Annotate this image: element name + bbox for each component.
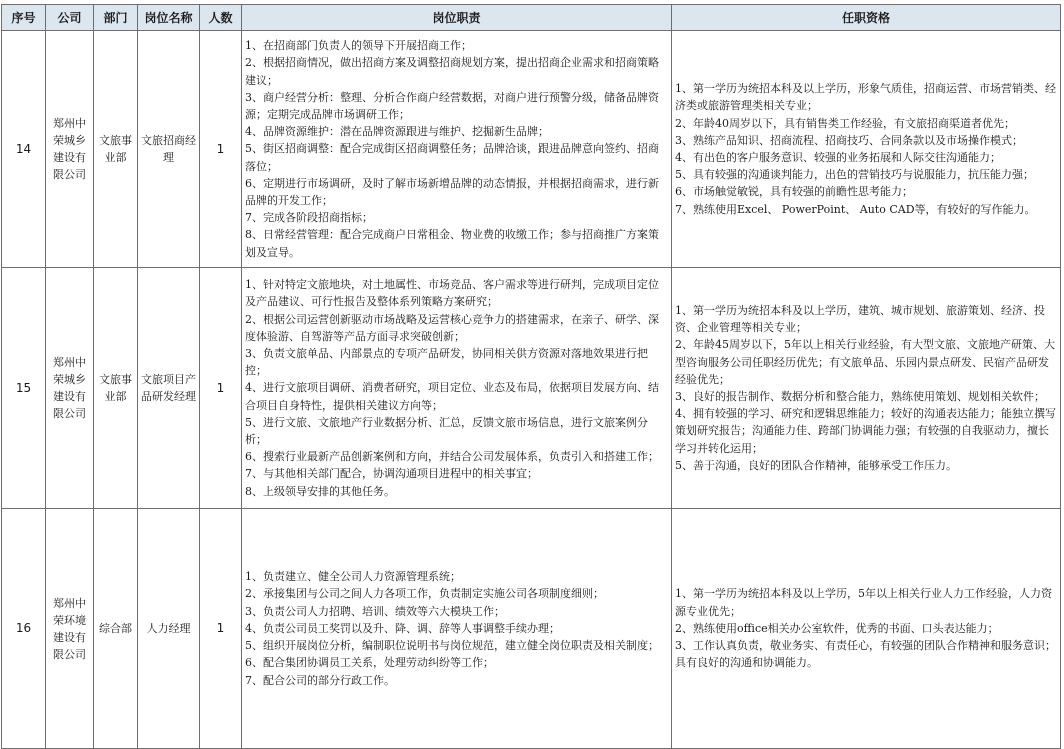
job-table [1,4,1061,749]
duty-item: 2、根据招商情况，做出招商方案及调整招商规划方案，提出招商企业需求和招商策略建议； [245,56,659,87]
qual-item: 1、第一学历为统招本科及以上学历，建筑、城市规划、旅游策划、经济、投资、企业管理等相关专业； [675,303,1045,335]
qual-item: 4、有出色的客户服务意识、较强的业务拓展和人际交往沟通能力； [675,151,1001,164]
row-quals [672,268,1061,509]
table-row [2,509,1061,749]
row-company: 郑州中荣环境建设有限公司 [46,509,94,749]
qual-item: 1、第一学历为统招本科及以上学历，5年以上相关行业人力工作经验，人力资源专业优先； [675,587,1052,618]
qual-item: 6、市场触觉敏锐，具有较强的前瞻性思考能力； [675,185,913,199]
duty-item: 4、进行文旅项目调研、消费者研究，项目定位、业态及布局，依据项目发展方向、结合项目自身特性，提供相关建议方向等； [245,381,659,412]
row-no: 14 [2,31,46,268]
duty-item: 6、搜索行业最新产品创新案例和方向，并结合公司发展体系，负责引入和搭建工作； [245,450,659,464]
header-quals: 任职资格 [672,5,1061,31]
row-position: 人力经理 [138,509,200,749]
duty-item: 3、商户经营分析：整理、分析合作商户经营数据，对商户进行预警分级，储备品牌资源；定期完成品牌市场调研工作； [245,90,659,121]
qual-item: 3、工作认真负责，敬业务实、有责任心，有较强的团队合作精神和服务意识；具有良好的沟通和协调能力。 [675,639,1056,670]
table-row [2,31,1061,268]
row-dept: 综合部 [94,509,138,749]
row-dept: 文旅事业部 [94,268,138,509]
qual-item: 3、良好的报告制作、数据分析和整合能力，熟练使用策划、规划相关软件； [675,390,1045,403]
qual-item: 7、熟练使用Excel、 PowerPoint、 Auto CAD等，有较好的写作能力。 [675,202,1036,216]
duty-item: 4、负责公司员工奖罚以及升、降、调、辞等人事调整手续办理； [245,621,560,635]
row-duties [242,31,672,268]
row-position: 文旅招商经理 [138,31,200,268]
qual-item: 2、年龄40周岁以下，具有销售类工作经验，有文旅招商渠道者优先； [675,116,1015,130]
duty-item: 7、与其他相关部门配合，协调沟通项目进程中的相关事宜； [245,467,538,481]
duty-item: 8、上级领导安排的其他任务。 [245,484,395,498]
duty-item: 2、根据公司运营创新驱动市场战略及运营核心竞争力的搭建需求，在亲子、研学、深度体验游、自驾游等产品方面寻求突破创新； [245,312,659,343]
header-row [2,5,1061,31]
qual-item: 2、年龄45周岁以下，5年以上相关行业经验，有大型文旅、文旅地产研策、大型咨询服务公司任职经历优先；有文旅单品、乐园内景点研发、民宿产品研发经验优先； [675,338,1055,386]
duty-item: 5、街区招商调整：配合完成街区招商调整任务；品牌洽谈，跟进品牌意向签约、招商落位； [245,142,659,173]
header-no: 序号 [2,5,46,31]
duty-item: 1、在招商部门负责人的领导下开展招商工作； [245,39,472,53]
duty-item: 5、进行文旅、文旅地产行业数据分析、汇总，反馈文旅市场信息，进行文旅案例分析； [245,415,648,446]
table-row [2,268,1061,509]
row-position: 文旅项目产品研发经理 [138,268,200,509]
duty-item: 3、负责公司人力招聘、培训、绩效等六大模块工作； [245,604,505,618]
header-duties: 岗位职责 [242,5,672,31]
qual-item: 5、善于沟通，良好的团队合作精神，能够承受工作压力。 [675,458,957,472]
duty-item: 1、负责建立、健全公司人力资源管理系统； [245,570,461,584]
row-count: 1 [200,268,242,509]
row-count: 1 [200,509,242,749]
row-duties [242,509,672,749]
duty-item: 6、定期进行市场调研，及时了解市场新增品牌的动态情报，并根据招商需求，进行新品牌的开发工作； [245,176,659,207]
qual-item: 2、熟练使用office相关办公室软件，优秀的书面、口头表达能力； [675,621,999,635]
qual-item: 3、熟练产品知识、招商流程、招商技巧、合同条款以及市场操作模式； [675,133,1023,147]
row-company: 郑州中荣城乡建设有限公司 [46,268,94,509]
duty-item: 1、针对特定文旅地块，对土地属性、市场竞品、客户需求等进行研判，完成项目定位及产品建议、可行性报告及整体系列策略方案研究； [245,278,659,309]
row-company: 郑州中荣城乡建设有限公司 [46,31,94,268]
qual-item: 5、具有较强的沟通谈判能力，出色的营销技巧与说服能力，抗压能力强； [675,168,1034,182]
duty-item: 6、配合集团协调员工关系，处理劳动纠纷等工作； [245,656,494,670]
row-duties [242,268,672,509]
duty-item: 2、承接集团与公司之间人力各项工作，负责制定实施公司各项制度细则； [245,587,604,601]
header-position: 岗位名称 [138,5,200,31]
qual-item: 4、拥有较强的学习、研究和逻辑思维能力；较好的沟通表达能力；能独立撰写策划研究报告；沟通能力佳、跨部门协调能力强；有较强的自我驱动力，擅长学习并转化运用； [675,407,1056,455]
header-company: 公司 [46,5,94,31]
duty-item: 8、日常经营管理：配合完成商户日常租金、物业费的收缴工作；参与招商推广方案策划及宣导。 [245,228,659,259]
duty-item: 7、完成各阶段招商指标； [245,211,373,225]
qual-item: 1、第一学历为统招本科及以上学历，形象气质佳，招商运营、市场营销类、经济类或旅游管理类相关专业； [675,82,1056,113]
row-count: 1 [200,31,242,268]
duty-item: 4、品牌资源维护：潜在品牌资源跟进与维护、挖掘新生品牌； [245,125,549,139]
duty-item: 7、配合公司的部分行政工作。 [245,673,395,687]
duty-item: 5、组织开展岗位分析，编制职位说明书与岗位规范，建立健全岗位职责及相关制度； [245,639,659,653]
row-no: 15 [2,268,46,509]
header-dept: 部门 [94,5,138,31]
header-count: 人数 [200,5,242,31]
row-dept: 文旅事业部 [94,31,138,268]
row-quals [672,31,1061,268]
row-quals [672,509,1061,749]
row-no: 16 [2,509,46,749]
duty-item: 3、负责文旅单品、内部景点的专项产品研发，协同相关供方资源对落地效果进行把控； [245,346,648,378]
